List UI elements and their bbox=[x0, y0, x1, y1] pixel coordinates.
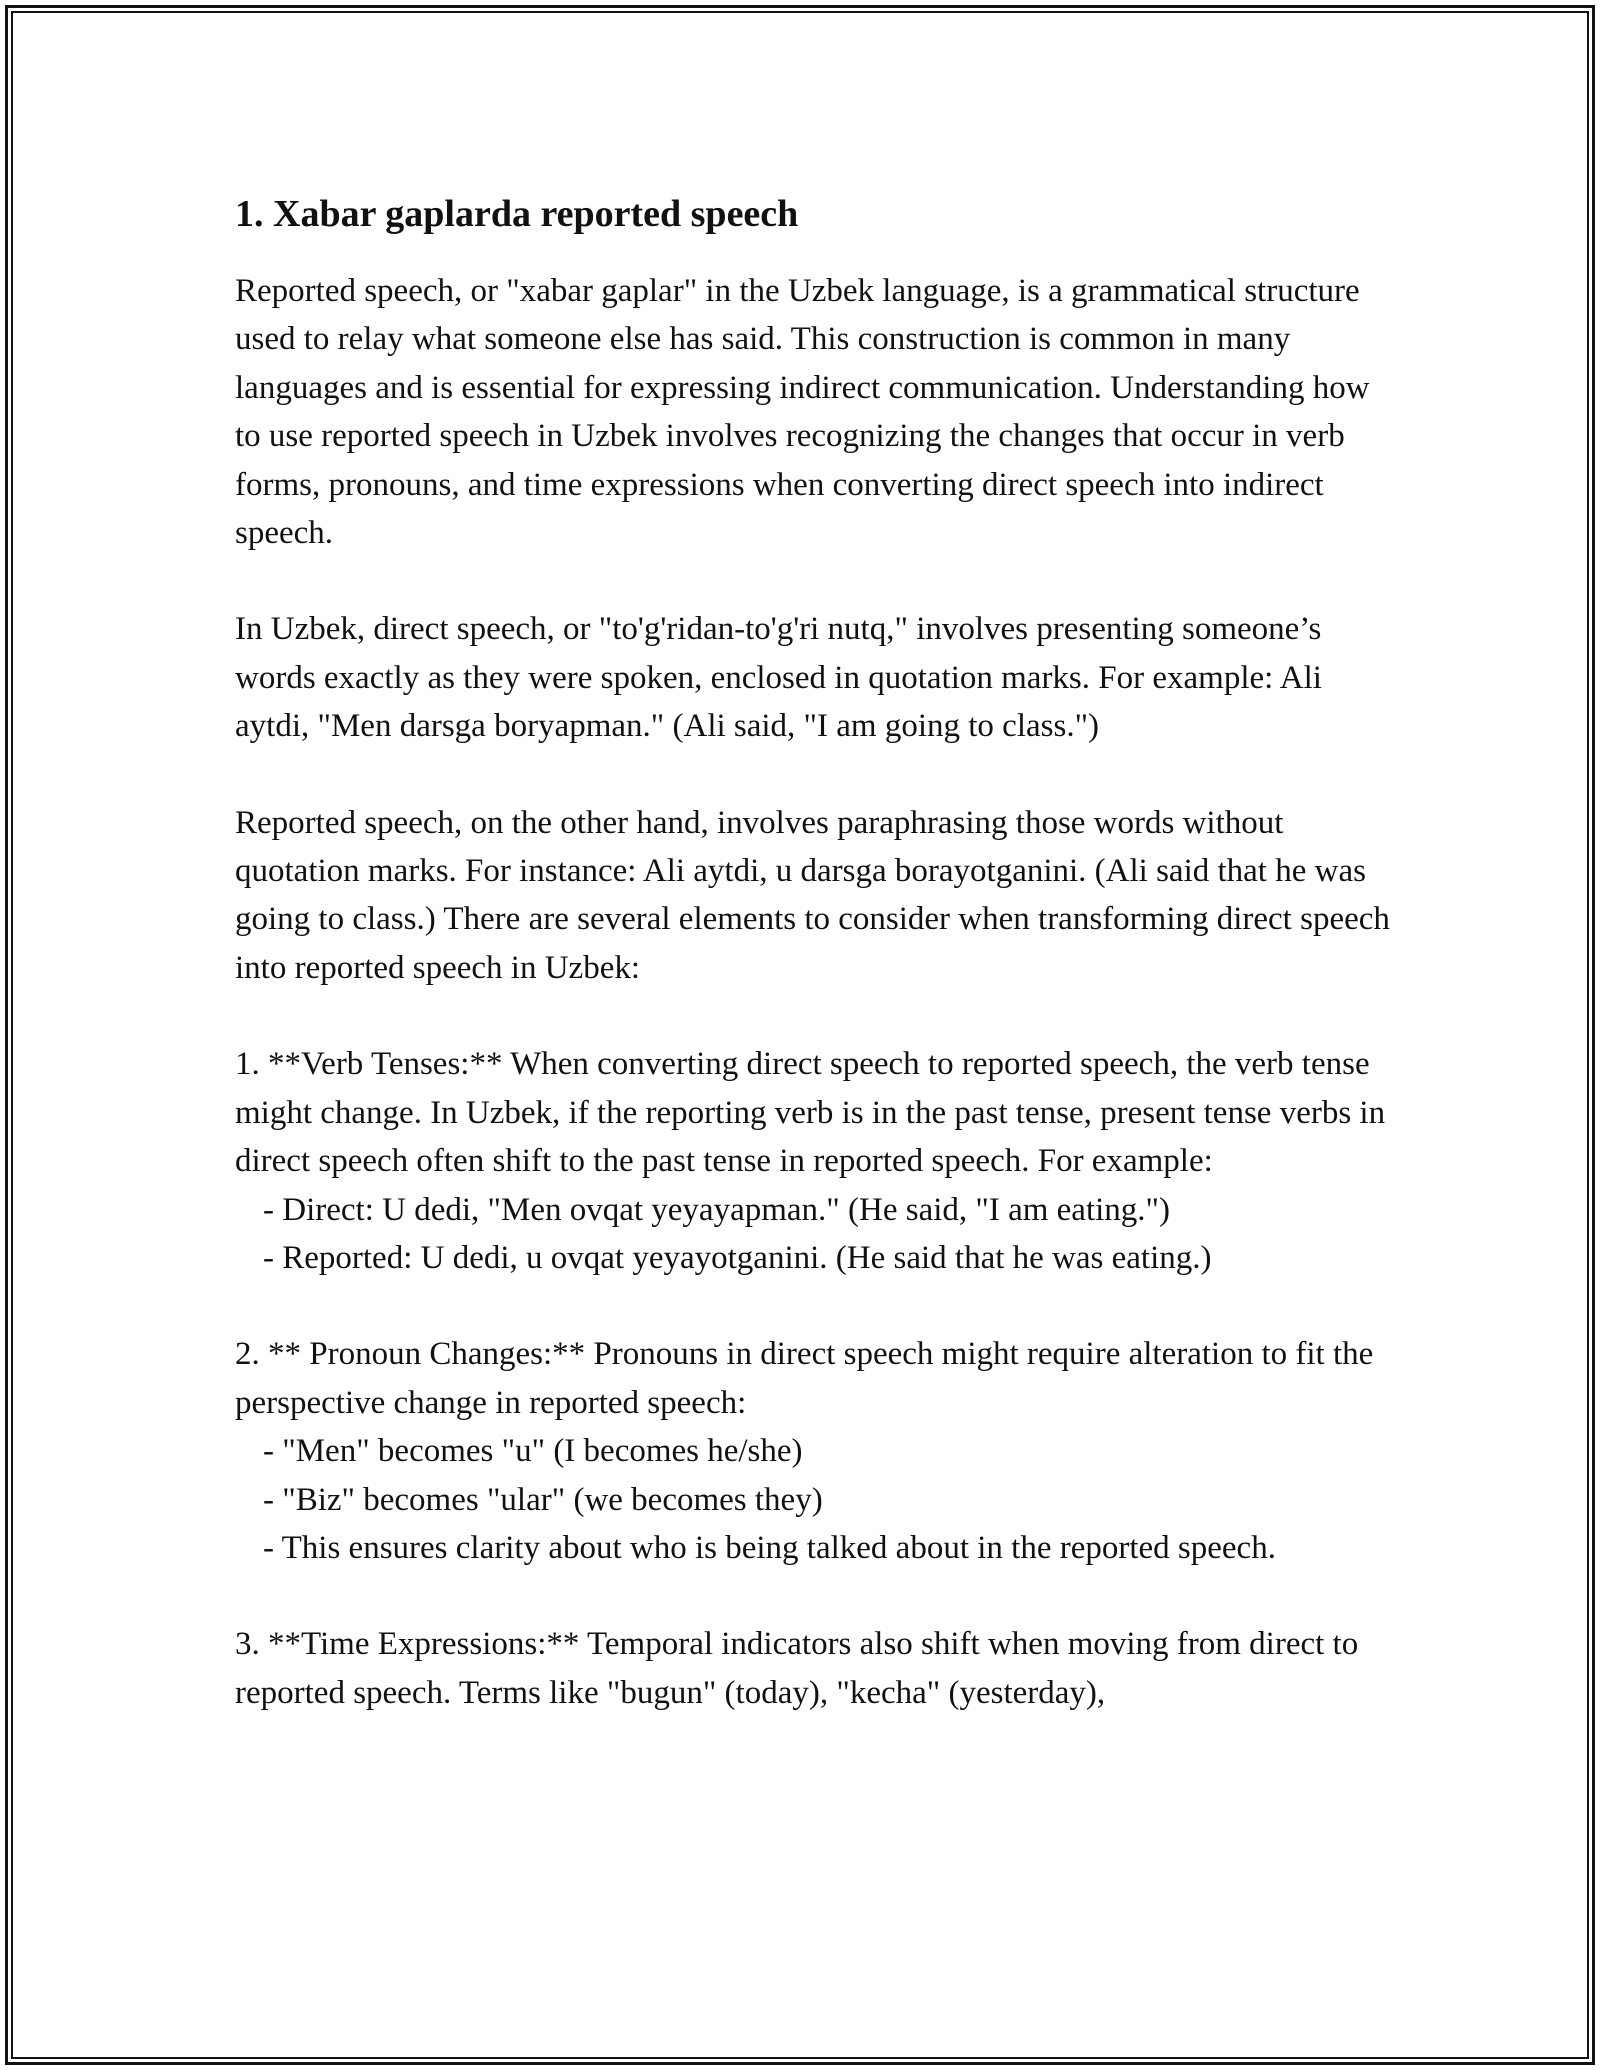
paragraph-intro: Reported speech, or "xabar gaplar" in the Uzbek language, is a grammatical structure used to relay what someone else has said. This construction is common in many languages and is essential for expressing indirect communication. Understanding how to use reported speech in Uzbek involves recognizing the changes that occur in verb forms, pronouns, and time expressions when converting direct speech into indirect speech. bbox=[235, 273, 1370, 552]
list-item-intro: 3. **Time Expressions:** Temporal indicators also shift when moving from direct to reported speech. Terms like "bugun" (today), "kecha" (yesterday), bbox=[235, 1626, 1359, 1711]
document-body bbox=[235, 183, 1395, 1765]
section-heading: 1. Xabar gaplarda reported speech bbox=[235, 193, 799, 235]
list-item-intro: 1. **Verb Tenses:** When converting direct speech to reported speech, the verb tense might change. In Uzbek, if the reporting verb is in the past tense, present tense verbs in direct speech often shift to the past tense in reported speech. For example: bbox=[235, 1046, 1386, 1180]
list-subitem: - "Men" becomes "u" (I becomes he/she) bbox=[263, 1433, 803, 1470]
list-item-intro: 2. ** Pronoun Changes:** Pronouns in direct speech might require alteration to fit the perspective change in reported speech: bbox=[235, 1336, 1374, 1421]
paragraph-reported-speech: Reported speech, on the other hand, involves paraphrasing those words without quotation marks. For instance: Ali aytdi, u darsga borayotganini. (Ali said that he was going to class.) There are several elements to consider when transforming direct speech into reported speech in Uzbek: bbox=[235, 804, 1390, 986]
list-subitem: - Direct: U dedi, "Men ovqat yeyayapman." (He said, "I am eating.") bbox=[263, 1191, 1171, 1228]
paragraph-direct-speech: In Uzbek, direct speech, or "to'g'ridan-to'g'ri nutq," involves presenting someone’s words exactly as they were spoken, enclosed in quotation marks. For example: Ali aytdi, "Men darsga boryapman." (Ali said, "I am going to class.") bbox=[235, 611, 1322, 745]
list-item-pronoun-changes bbox=[235, 1330, 1395, 1572]
list-subitem: - This ensures clarity about who is being talked about in the reported speech. bbox=[263, 1529, 1276, 1566]
list-subitem: - "Biz" becomes "ular" (we becomes they) bbox=[263, 1481, 823, 1518]
list-item-verb-tenses bbox=[235, 1040, 1395, 1282]
list-subitem: - Reported: U dedi, u ovqat yeyayotganini. (He said that he was eating.) bbox=[263, 1239, 1212, 1276]
list-item-time-expressions bbox=[235, 1620, 1395, 1717]
